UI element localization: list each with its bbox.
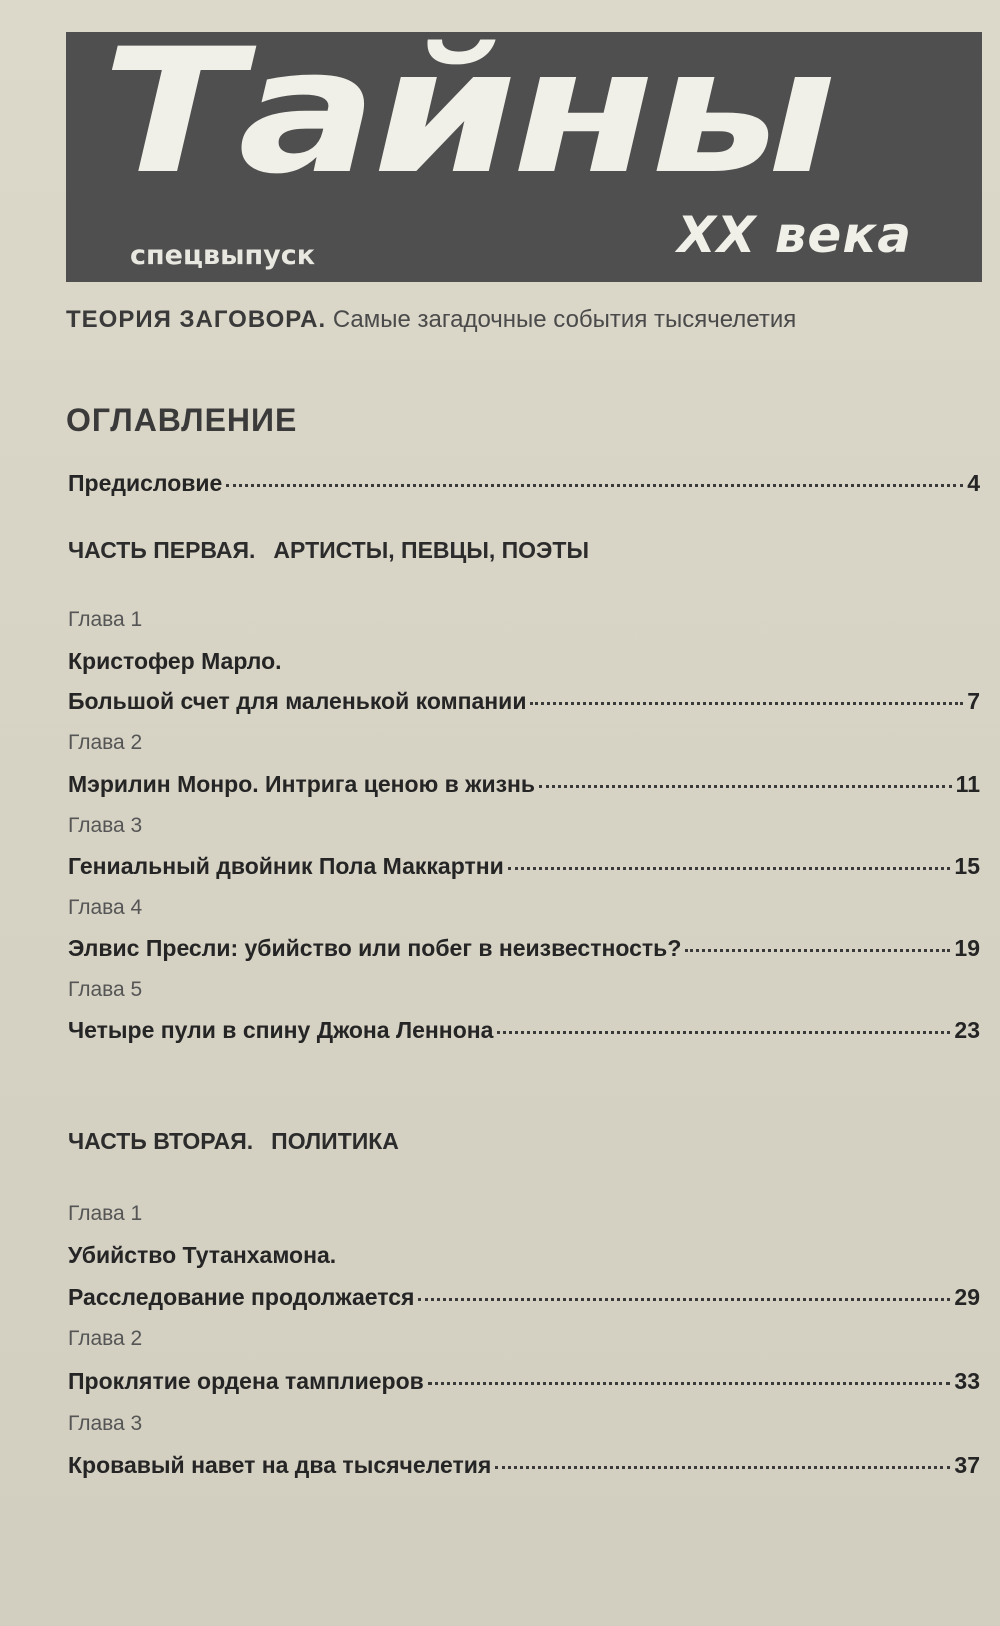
chapter-label: Глава 2 (68, 1327, 143, 1350)
toc-entry-title: Гениальный двойник Пола Маккартни (68, 853, 504, 879)
toc-entry-title: Расследование продолжается (68, 1284, 415, 1310)
chapter-label: Глава 5 (68, 978, 143, 1001)
toc-page-number: 4 (967, 470, 980, 496)
part-label: ЧАСТЬ ВТОРАЯ. (68, 1128, 254, 1154)
dot-leader (539, 785, 952, 788)
toc-heading: ОГЛАВЛЕНИЕ (66, 402, 298, 438)
toc-entry (68, 1452, 980, 1479)
part-title: ПОЛИТИКА (271, 1128, 399, 1154)
dot-leader (685, 949, 950, 952)
toc-entry-line: Убийство Тутанхамона. (68, 1242, 337, 1268)
toc-entry-title: Мэрилин Монро. Интрига ценою в жизнь (68, 771, 536, 797)
toc-entry-title: Четыре пули в спину Джона Леннона (68, 1017, 494, 1043)
toc-entry-title: Кровавый навет на два тысячелетия (68, 1452, 492, 1478)
part-title: АРТИСТЫ, ПЕВЦЫ, ПОЭТЫ (273, 537, 589, 563)
magazine-logo-subtitle: XX века (677, 206, 912, 264)
chapter-label: Глава 3 (68, 814, 143, 837)
special-issue-label: спецвыпуск (130, 240, 316, 271)
toc-page-number: 15 (954, 853, 980, 879)
dot-leader (508, 867, 951, 870)
magazine-logo: Тайны (102, 32, 832, 212)
chapter-label: Глава 4 (68, 896, 143, 919)
toc-entry (68, 1017, 980, 1044)
toc-entry-title: Элвис Пресли: убийство или побег в неизвестность? (68, 935, 682, 961)
tagline (66, 306, 796, 334)
toc-entry (68, 1368, 980, 1395)
dot-leader (418, 1298, 950, 1301)
dot-leader (428, 1382, 951, 1385)
part-label: ЧАСТЬ ПЕРВАЯ. (68, 537, 256, 563)
chapter-label: Глава 1 (68, 608, 143, 631)
chapter-label: Глава 1 (68, 1202, 143, 1225)
dot-leader (530, 702, 963, 705)
toc-entry (68, 1284, 980, 1311)
toc-entry-preface (68, 470, 980, 497)
toc-entry (68, 771, 980, 798)
toc-entry-title: Проклятие ордена тамплиеров (68, 1368, 424, 1394)
chapter-label: Глава 2 (68, 731, 143, 754)
toc-page-number: 23 (954, 1017, 980, 1043)
dot-leader (495, 1466, 950, 1469)
toc-entry (68, 935, 980, 962)
masthead (66, 32, 982, 282)
toc-entry-title: Большой счет для маленькой компании (68, 688, 527, 714)
toc-entry-line: Кристофер Марло. (68, 648, 282, 674)
dot-leader (226, 484, 963, 487)
part-heading-1 (68, 537, 589, 564)
tagline-text: Самые загадочные события тысячелетия (332, 306, 797, 333)
part-heading-2 (68, 1128, 399, 1155)
toc-entry (68, 853, 980, 880)
toc-page-number: 33 (954, 1368, 980, 1394)
toc-page-number: 11 (955, 771, 980, 797)
toc-page-number: 7 (967, 688, 980, 714)
dot-leader (497, 1031, 950, 1034)
chapter-label: Глава 3 (68, 1412, 143, 1435)
toc-page-number: 37 (954, 1452, 980, 1478)
tagline-lead: ТЕОРИЯ ЗАГОВОРА. (66, 306, 327, 333)
toc-page-number: 19 (954, 935, 980, 961)
toc-entry-title: Предисловие (68, 470, 223, 496)
toc-page-number: 29 (954, 1284, 980, 1310)
toc-entry (68, 688, 980, 715)
